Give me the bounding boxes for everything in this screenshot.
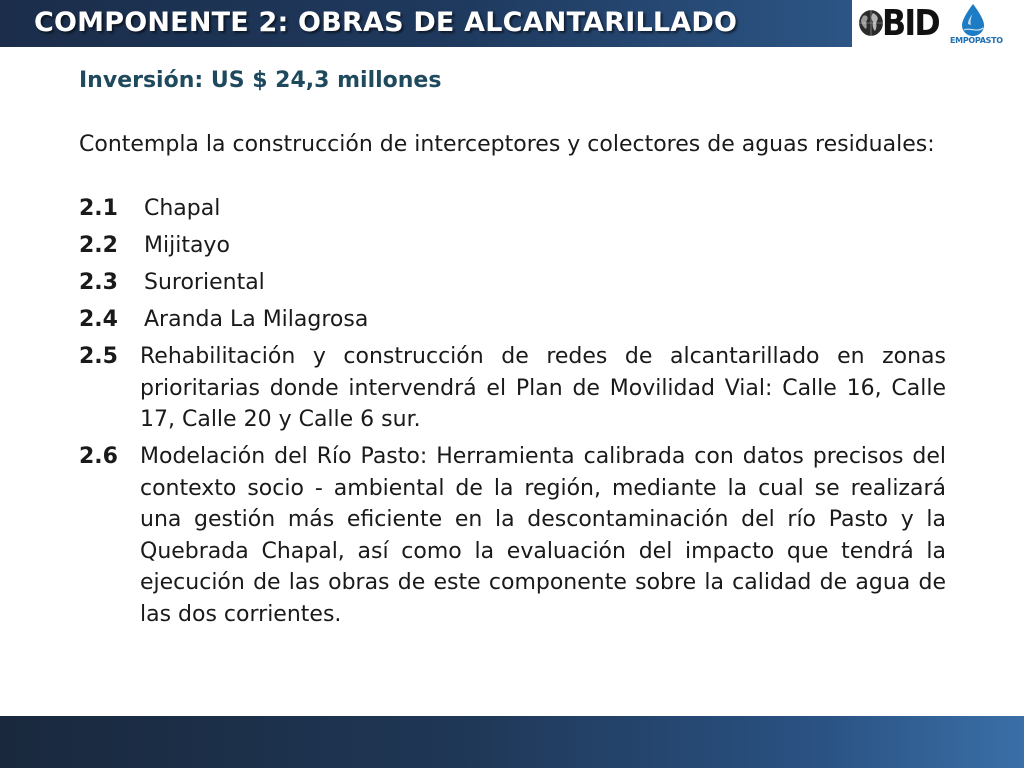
item-text: Modelación del Río Pasto: Herramienta calibrada con datos precisos del contexto socio - ambiental de la región, mediante la cual se realizará una gestión más eficiente en la descontaminación del río Pasto y la Quebrada Chapal, así como la evaluación del impacto que tendrá la ejecución de las obras de este componente sobre la calidad de agua de las dos corrientes.	[140, 444, 946, 627]
list-item	[79, 341, 946, 436]
bid-logo-text: BID	[882, 3, 939, 44]
title-bar	[0, 0, 852, 47]
empopasto-logo-text: EMPOPASTO	[950, 36, 1003, 45]
slide-content	[79, 65, 946, 636]
list-item	[79, 230, 946, 262]
footer-bar	[0, 716, 1024, 768]
slide-title: COMPONENTE 2: OBRAS DE ALCANTARILLADO	[34, 7, 738, 38]
logo-area	[852, 0, 1024, 47]
water-drop-icon	[959, 3, 987, 37]
list-item	[79, 193, 946, 225]
item-number: 2.4	[79, 307, 118, 332]
list-item	[79, 304, 946, 336]
item-number: 2.2	[79, 233, 118, 258]
globe-icon	[857, 8, 885, 38]
item-number: 2.3	[79, 270, 118, 295]
intro-paragraph: Contempla la construcción de interceptores y colectores de aguas residuales:	[79, 132, 935, 157]
investment-heading: Inversión: US $ 24,3 millones	[79, 68, 442, 93]
list-item	[79, 267, 946, 299]
component-list	[79, 193, 946, 630]
item-text: Aranda La Milagrosa	[144, 307, 369, 332]
item-text: Rehabilitación y construcción de redes de alcantarillado en zonas prioritarias donde intervendrá el Plan de Movilidad Vial: Calle 16, Calle 17, Calle 20 y Calle 6 sur.	[140, 344, 946, 432]
item-number: 2.6	[79, 444, 118, 469]
item-text: Suroriental	[144, 270, 265, 295]
item-number: 2.1	[79, 196, 118, 221]
item-text: Mijitayo	[144, 233, 230, 258]
item-number: 2.5	[79, 344, 118, 369]
list-item	[79, 441, 946, 630]
item-text: Chapal	[144, 196, 221, 221]
